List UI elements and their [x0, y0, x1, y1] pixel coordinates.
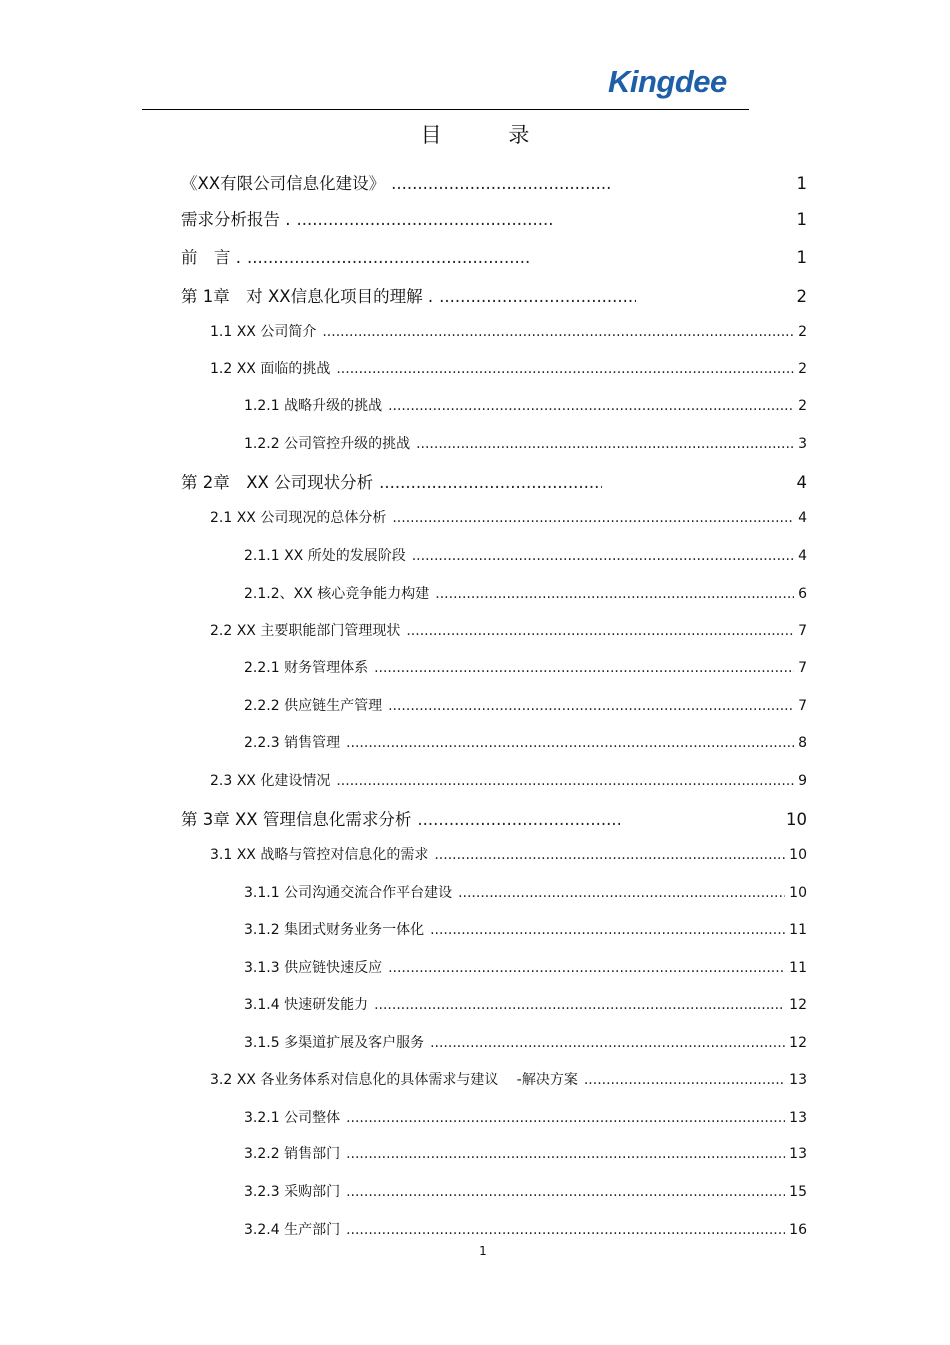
dot-leader — [434, 847, 785, 863]
toc-entry-label: 第 1章 对 XX信息化项目的理解 . — [181, 287, 434, 306]
toc-entry-page: 1 — [796, 174, 807, 193]
dot-leader — [336, 773, 794, 789]
toc-entry-page: 1 — [796, 210, 807, 229]
toc-entry-page: 9 — [798, 773, 807, 789]
toc-entry[interactable] — [210, 770, 807, 790]
toc-entry-page: 4 — [798, 510, 807, 526]
toc-entry[interactable] — [210, 321, 807, 341]
toc-entry[interactable] — [244, 1143, 807, 1163]
dot-leader — [346, 1222, 785, 1238]
dot-leader — [392, 510, 794, 526]
toc-entry-label: 3.1.3 供应链快速反应 — [244, 960, 383, 976]
dot-leader — [584, 1072, 785, 1088]
toc-entry-label: 3.2.3 采购部门 — [244, 1184, 341, 1200]
toc-entry-page: 1 — [796, 248, 807, 267]
dot-leader — [439, 287, 636, 306]
toc-entry[interactable] — [244, 957, 807, 977]
toc-entry-page: 10 — [789, 885, 807, 901]
toc-entry-page: 13 — [789, 1146, 807, 1162]
toc-entry-label: 3.1 XX 战略与管控对信息化的需求 — [210, 847, 429, 863]
toc-entry-label: 2.1.1 XX 所处的发展阶段 — [244, 548, 406, 564]
toc-entry-page: 12 — [789, 997, 807, 1013]
page-number: 1 — [479, 1244, 487, 1258]
dot-leader — [379, 473, 602, 492]
toc-entry[interactable] — [244, 1181, 807, 1201]
toc-entry[interactable] — [244, 395, 807, 415]
toc-entry-label: 3.2.1 公司整体 — [244, 1110, 341, 1126]
toc-entry[interactable] — [244, 1032, 807, 1052]
dot-leader — [458, 885, 785, 901]
dot-leader — [297, 210, 555, 229]
dot-leader — [388, 960, 785, 976]
toc-entry[interactable] — [210, 358, 807, 378]
toc-entry[interactable] — [210, 1069, 807, 1089]
toc-entry[interactable] — [244, 657, 807, 677]
toc-entry-label: 1.2 XX 面临的挑战 — [210, 361, 331, 377]
toc-entry-label: 第 2章 XX 公司现状分析 — [181, 473, 374, 492]
toc-entry-page: 8 — [798, 735, 807, 751]
toc-entry-label: 3.2.2 销售部门 — [244, 1146, 341, 1162]
toc-entry-page: 3 — [798, 436, 807, 452]
dot-leader — [430, 922, 785, 938]
toc-entry[interactable] — [244, 732, 807, 752]
toc-entry-label: 第 3章 XX 管理信息化需求分析 — [181, 810, 412, 829]
dot-leader — [435, 586, 794, 602]
toc-entry[interactable] — [244, 1107, 807, 1127]
toc-entry-label: 3.1.4 快速研发能力 — [244, 997, 369, 1013]
toc-entry-page: 2 — [796, 287, 807, 306]
dot-leader — [346, 735, 794, 751]
toc-entry-label: 1.2.1 战略升级的挑战 — [244, 398, 383, 414]
toc-entry-label: 3.1.1 公司沟通交流合作平台建设 — [244, 885, 453, 901]
dot-leader — [388, 698, 794, 714]
toc-entry[interactable] — [181, 170, 807, 194]
toc-entry-page: 16 — [789, 1222, 807, 1238]
toc-entry[interactable] — [181, 206, 807, 230]
toc-entry-label: 2.2 XX 主要职能部门管理现状 — [210, 623, 401, 639]
toc-entry-label: 《XX有限公司信息化建设》 — [181, 174, 386, 193]
dot-leader — [430, 1035, 785, 1051]
toc-entry-page: 2 — [798, 324, 807, 340]
toc-entry-label: 3.2.4 生产部门 — [244, 1222, 341, 1238]
toc-entry[interactable] — [210, 844, 807, 864]
dot-leader — [247, 248, 529, 267]
dot-leader — [346, 1110, 785, 1126]
toc-entry[interactable] — [181, 469, 807, 493]
toc-entry-page: 11 — [789, 922, 807, 938]
toc-entry-page: 10 — [789, 847, 807, 863]
toc-entry-page: 15 — [789, 1184, 807, 1200]
toc-entry[interactable] — [244, 695, 807, 715]
toc-entry[interactable] — [210, 507, 807, 527]
toc-entry-page: 6 — [798, 586, 807, 602]
dot-leader — [374, 997, 785, 1013]
toc-entry-page: 4 — [798, 548, 807, 564]
toc-entry-label: 1.2.2 公司管控升级的挑战 — [244, 436, 411, 452]
toc-entry-page: 2 — [798, 361, 807, 377]
dot-leader — [391, 174, 611, 193]
toc-entry[interactable] — [244, 882, 807, 902]
dot-leader — [412, 548, 794, 564]
toc-entry[interactable] — [244, 994, 807, 1014]
toc-entry[interactable] — [181, 806, 807, 830]
toc-entry-page: 10 — [786, 810, 807, 829]
dot-leader — [336, 361, 794, 377]
toc-entry-label: 3.2 XX 各业务体系对信息化的具体需求与建议 -解决方案 — [210, 1072, 578, 1088]
dot-leader — [346, 1184, 785, 1200]
toc-entry[interactable] — [244, 1219, 807, 1239]
toc-entry-label: 2.2.2 供应链生产管理 — [244, 698, 383, 714]
toc-entry[interactable] — [210, 620, 807, 640]
dot-leader — [417, 810, 620, 829]
toc-entry-page: 7 — [798, 660, 807, 676]
toc-entry-page: 7 — [798, 623, 807, 639]
toc-entry-label: 需求分析报告 . — [181, 210, 291, 229]
toc-entry-label: 2.2.1 财务管理体系 — [244, 660, 369, 676]
dot-leader — [388, 398, 794, 414]
toc-entry-page: 12 — [789, 1035, 807, 1051]
toc-entry-label: 3.1.5 多渠道扩展及客户服务 — [244, 1035, 425, 1051]
toc-entry[interactable] — [244, 919, 807, 939]
toc-entry[interactable] — [244, 545, 807, 565]
toc-entry-page: 11 — [789, 960, 807, 976]
toc-entry-label: 2.2.3 销售管理 — [244, 735, 341, 751]
toc-entry[interactable] — [181, 244, 807, 268]
toc-entry-label: 1.1 XX 公司简介 — [210, 324, 317, 340]
toc-entry-page: 4 — [796, 473, 807, 492]
toc-title: 目 录 — [420, 123, 560, 147]
toc-entry-page: 7 — [798, 698, 807, 714]
toc-entry-label: 2.1 XX 公司现况的总体分析 — [210, 510, 387, 526]
toc-entry-label: 2.3 XX 化建设情况 — [210, 773, 331, 789]
dot-leader — [346, 1146, 785, 1162]
toc-entry-page: 13 — [789, 1110, 807, 1126]
toc-entry[interactable] — [244, 433, 807, 453]
toc-entry-page: 13 — [789, 1072, 807, 1088]
dot-leader — [322, 324, 794, 340]
header-rule — [142, 109, 749, 110]
dot-leader — [416, 436, 794, 452]
toc-entry-label: 3.1.2 集团式财务业务一体化 — [244, 922, 425, 938]
kingdee-logo: Kingdee — [608, 64, 727, 99]
toc-entry-label: 2.1.2、XX 核心竞争能力构建 — [244, 586, 430, 602]
toc-entry-label: 前 言 . — [181, 248, 241, 267]
toc-entry[interactable] — [244, 583, 807, 603]
dot-leader — [374, 660, 794, 676]
toc-entry-page: 2 — [798, 398, 807, 414]
toc-entry[interactable] — [181, 283, 807, 307]
dot-leader — [406, 623, 794, 639]
